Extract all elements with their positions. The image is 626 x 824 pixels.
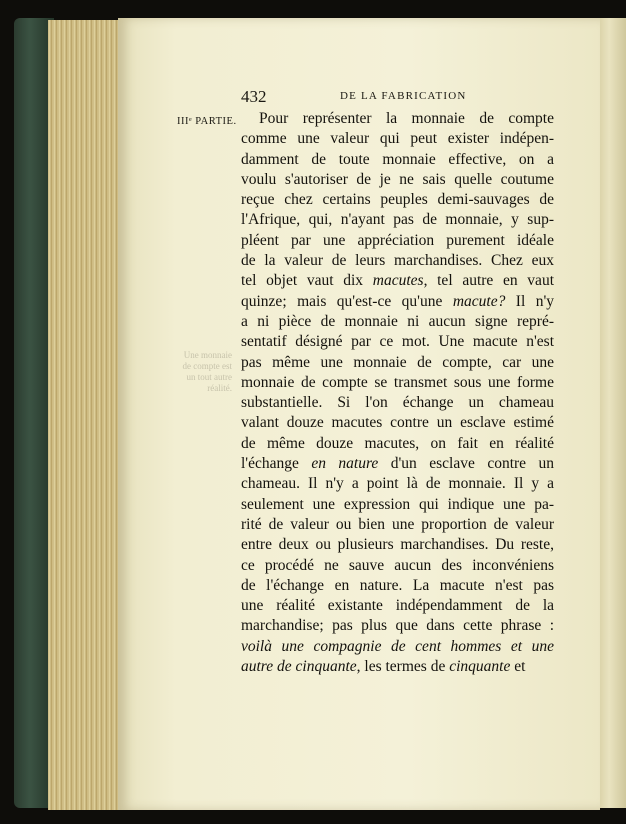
text-line (241, 373, 554, 393)
text-run: de l'échange en nature. La macute n'est pas (241, 576, 554, 594)
text-run: sentatif désigné par ce mot. Une macute n'est (241, 333, 554, 351)
text-line (241, 251, 554, 271)
text-run: valant douze macutes contre un esclave estimé (241, 414, 554, 432)
text-run: ce procédé ne sauve aucun des inconvéniens (241, 556, 554, 574)
italic-term: macutes (372, 272, 424, 290)
text-run: , tel autre en vaut (423, 272, 554, 290)
text-run: marchandise; pas plus que dans cette phrase : (241, 617, 554, 635)
text-line (241, 454, 554, 474)
text-run: pléent par une appréciation purement idéale (241, 231, 554, 249)
book-cover-right (598, 18, 626, 808)
text-line (241, 556, 554, 576)
text-run: et (510, 658, 526, 676)
text-run: pas même une monnaie de compte, car une (241, 353, 554, 371)
text-line (241, 657, 554, 677)
text-run: damment de toute monnaie effective, on a (241, 150, 554, 168)
text-run: Il n'y (505, 292, 554, 310)
text-line (241, 231, 554, 251)
text-line (241, 413, 554, 433)
text-run: a ni pièce de monnaie ni aucun signe repré- (241, 312, 554, 330)
text-line (241, 434, 554, 454)
text-run: l'échange (241, 455, 312, 473)
text-run: reçue chez certains peuples demi-sauvages de (241, 191, 554, 209)
text-line (241, 190, 554, 210)
margin-label: IIIᵉ PARTIE. (177, 116, 237, 127)
italic-term: voilà une compagnie de cent hommes et une (241, 637, 554, 655)
text-run: monnaie de compte se transmet sous une forme (241, 373, 554, 391)
text-run: de même douze macutes, on fait en réalité (241, 434, 554, 452)
running-title: DE LA FABRICATION (340, 90, 467, 102)
bleed-through-note: Une monnaie de compte est un tout autre réalité. (182, 350, 232, 393)
text-line (241, 271, 554, 291)
text-line (241, 616, 554, 636)
text-run: substantielle. Si l'on échange un chameau (241, 394, 554, 412)
text-run: Pour représenter la monnaie de compte (259, 110, 554, 127)
text-line (241, 576, 554, 596)
text-run: quinze; mais qu'est-ce qu'une (241, 292, 453, 310)
text-line (241, 596, 554, 616)
text-run: seulement une expression qui indique une pa- (241, 495, 554, 513)
text-line (241, 312, 554, 332)
text-line (241, 393, 554, 413)
text-line (241, 637, 554, 657)
text-line (241, 495, 554, 515)
italic-term: macute? (452, 292, 506, 310)
text-line (241, 210, 554, 230)
text-run: chameau. Il n'y a point là de monnaie. Il y a (241, 475, 554, 493)
page-edges (48, 20, 120, 810)
text-line (241, 170, 554, 190)
text-run: voulu s'autoriser de je ne sais quelle coutume (241, 170, 554, 188)
text-run: d'un esclave contre un (378, 455, 554, 473)
page-header (0, 87, 626, 108)
italic-term: autre de cinquante (241, 658, 357, 676)
text-line (241, 535, 554, 555)
text-line (241, 474, 554, 494)
text-line (241, 109, 554, 129)
body-text (241, 109, 554, 677)
text-run: comme une valeur qui peut exister indépen- (241, 130, 554, 148)
page-number: 432 (241, 87, 267, 106)
italic-term: cinquante (449, 658, 511, 676)
text-run: tel objet vaut dix (241, 272, 373, 290)
text-line (241, 332, 554, 352)
text-run: rité de valeur ou bien une proportion de valeur (241, 515, 554, 533)
text-run: une réalité existante indépendamment de la (241, 597, 554, 615)
text-run: l'Afrique, qui, n'ayant pas de monnaie, y sup- (241, 211, 554, 229)
text-line (241, 150, 554, 170)
text-line (241, 515, 554, 535)
text-line (241, 353, 554, 373)
text-line (241, 292, 554, 312)
text-line (241, 129, 554, 149)
text-run: de la valeur de leurs marchandises. Chez eux (241, 252, 554, 270)
italic-term: en nature (311, 455, 379, 473)
text-run: entre deux ou plusieurs marchandises. Du reste, (241, 536, 554, 554)
text-run: , les termes de (356, 658, 450, 676)
